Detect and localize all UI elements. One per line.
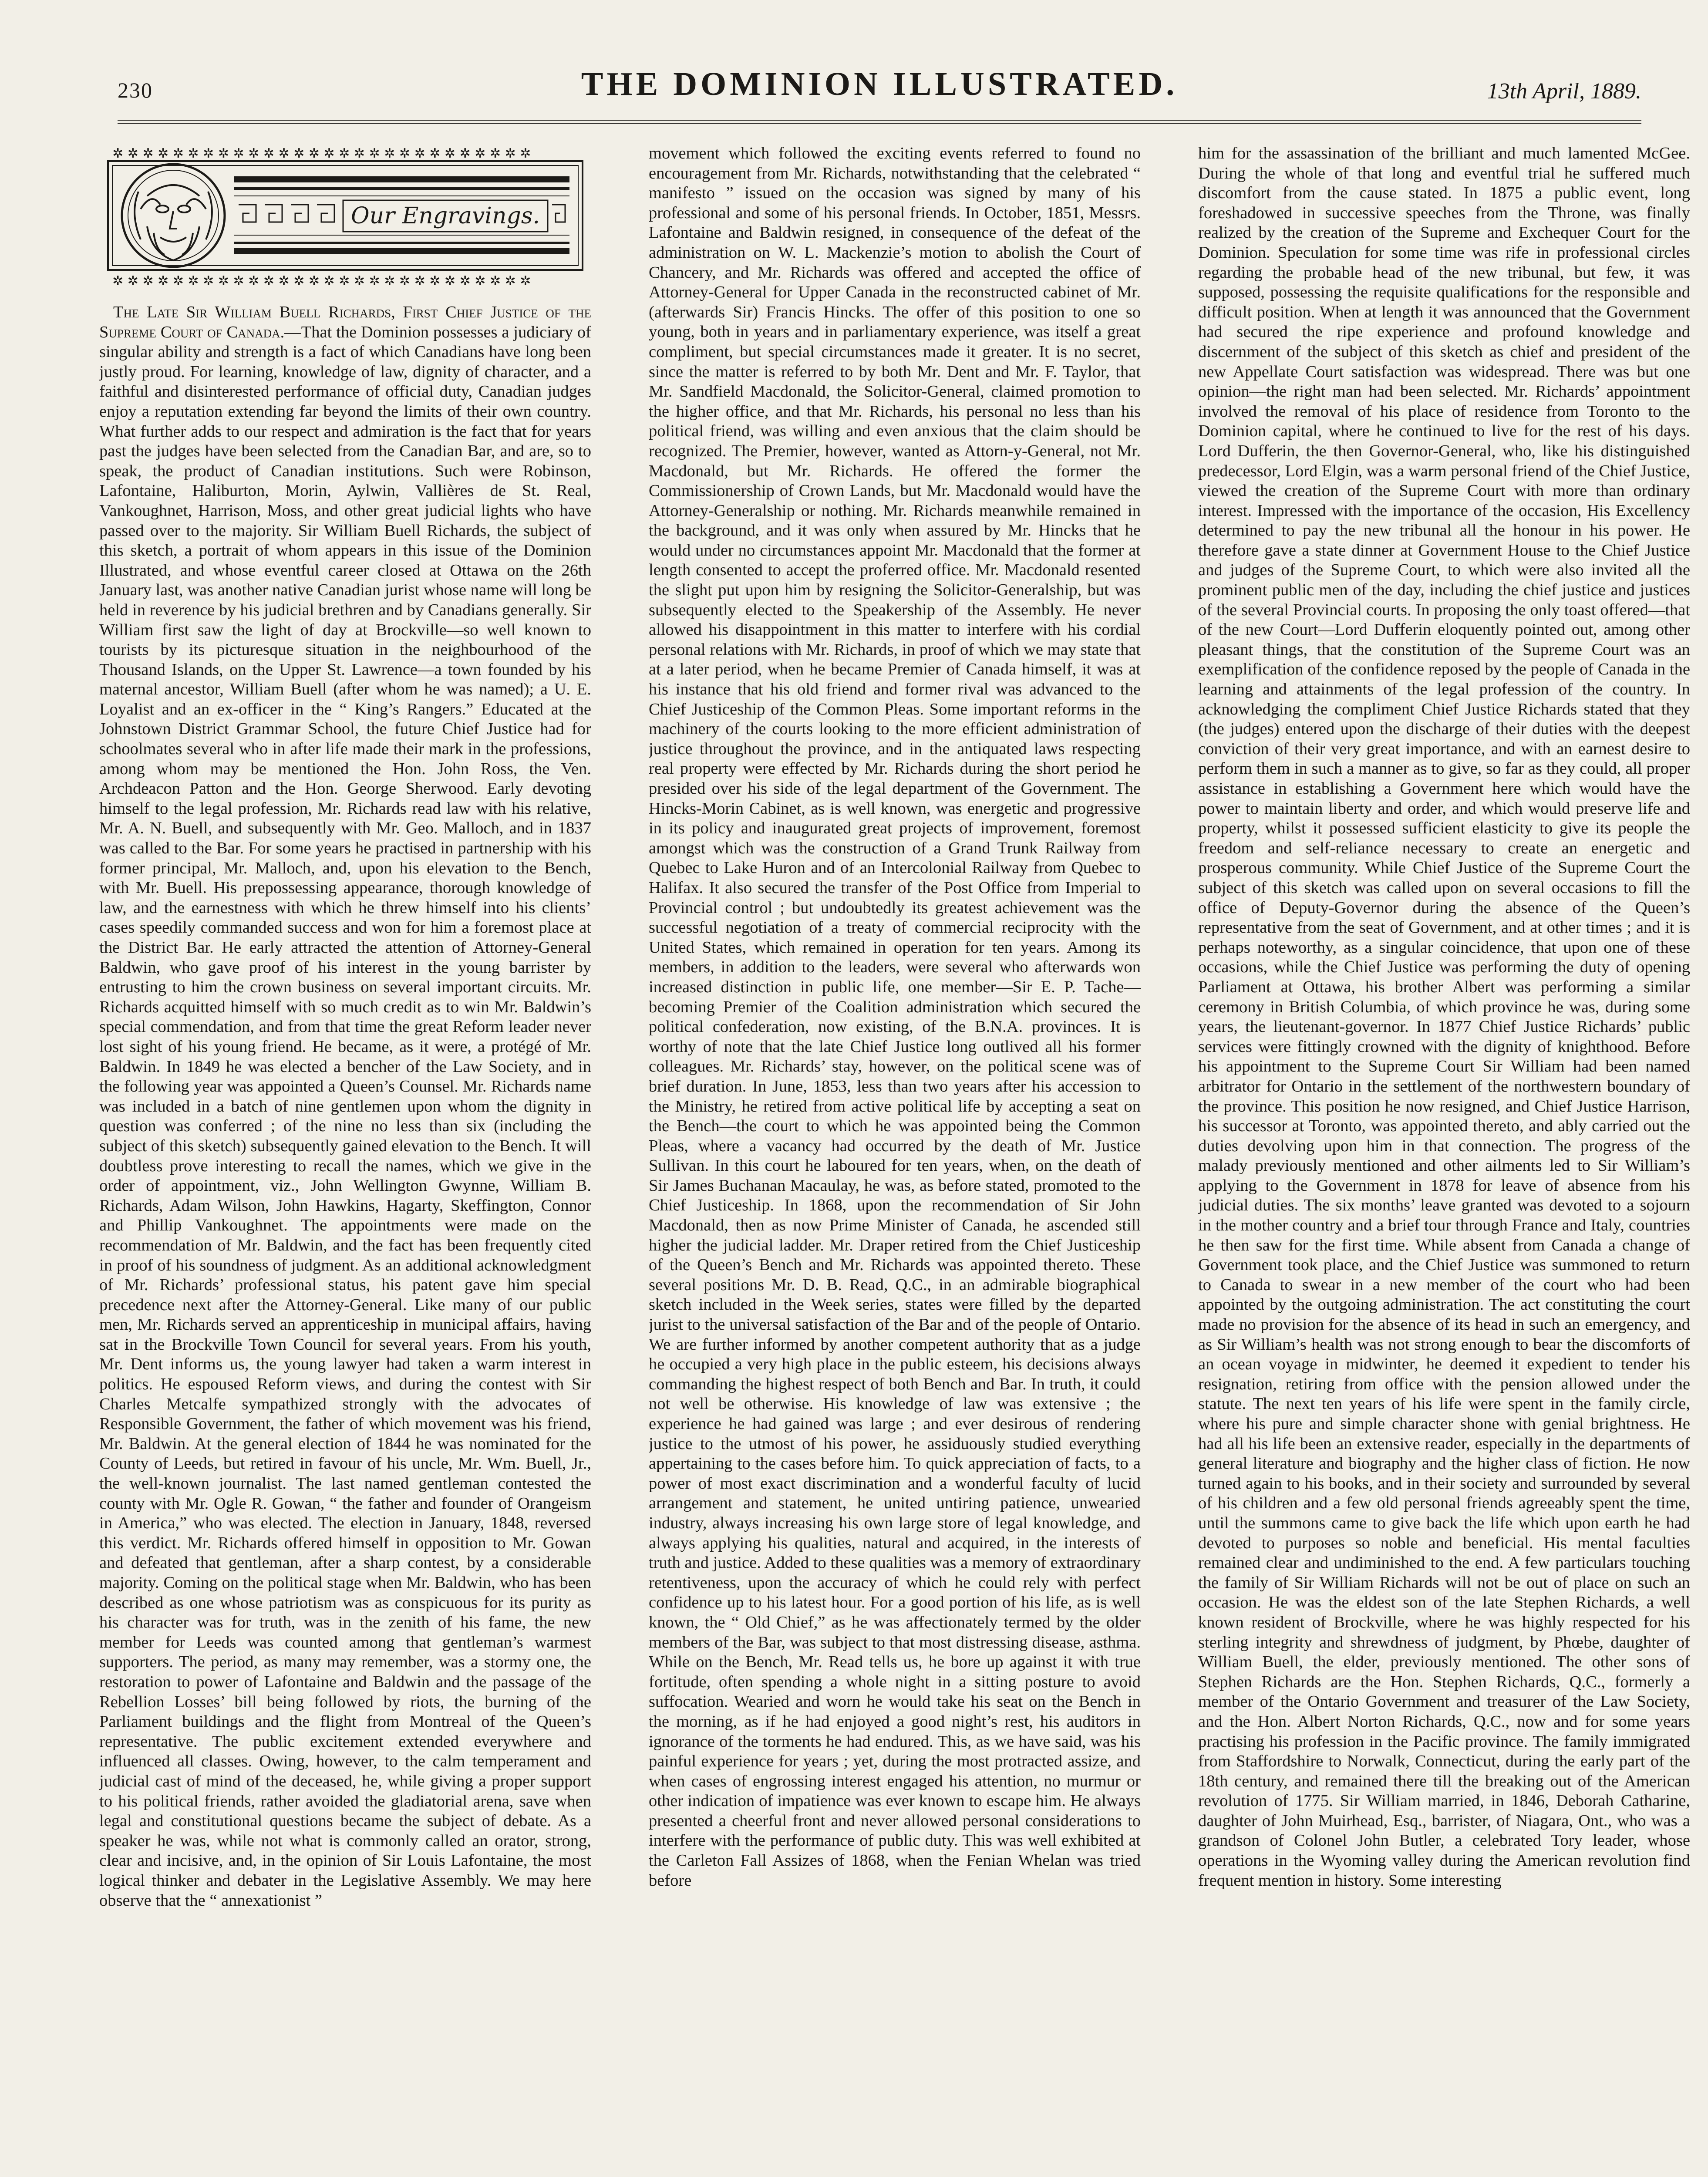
svg-text:✲ ✲ ✲ ✲ ✲ ✲ ✲ ✲ ✲ ✲ ✲ ✲ ✲ ✲ ✲: ✲ ✲ ✲ ✲ ✲ ✲ ✲ ✲ ✲ ✲ ✲ ✲ ✲ ✲ ✲ ✲ ✲ ✲ ✲ ✲ ✲ ✲ ✲ ✲ ✲ ✲ ✲ ✲	[112, 273, 531, 289]
masthead: THE DOMINION ILLUSTRATED.	[581, 66, 1178, 102]
svg-text:✲ ✲ ✲ ✲ ✲ ✲ ✲ ✲ ✲ ✲ ✲ ✲ ✲ ✲ ✲: ✲ ✲ ✲ ✲ ✲ ✲ ✲ ✲ ✲ ✲ ✲ ✲ ✲ ✲ ✲ ✲ ✲ ✲ ✲ ✲ ✲ ✲ ✲ ✲ ✲ ✲ ✲ ✲	[112, 146, 531, 161]
article-paragraph: movement which followed the exciting events referred to found no encouragement from Mr. Richards, notwithstanding that the celebrated “ manifesto ” issued on the occasion was signed by many of his professional and some of his personal friends. In October, 1851, Messrs. Lafontaine and Baldwin resigned, in consequence of the defeat of the administration on W. L. Mackenzie’s motion to abolish the Court of Chancery, and Mr. Richards was offered and accepted the office of Attorney-General for Upper Canada in the reconstructed cabinet of Mr. (afterwards Sir) Francis Hincks. The offer of this position to one so young, both in years and in parliamentary experience, was itself a great compliment, but special circumstances made it greater. It is no secret, since the matter is referred to by both Mr. Dent and Mr. F. Taylor, that Mr. Sandfield Macdonald, the Solicitor-General, claimed promotion to the higher office, and that Mr. Richards, his personal no less than his political friend, was willing and even anxious that the claim should be recognized. The Premier, however, wanted as Attorn-y-General, not Mr. Macdonald, but Mr. Richards. He offered the former the Commissionership of Crown Lands, but Mr. Macdonald would have the Attorney-Generalship or nothing. Mr. Richards meanwhile remained in the background, and it was only when assured by Mr. Hincks that he would under no circumstances appoint Mr. Macdonald that the former at length consented to accept the proferred office. Mr. Macdonald resented the slight put upon him by resigning the Solicitor-Generalship, but was subsequently elected to the Speakership of the Assembly. He never allowed his disappointment in this matter to interfere with his cordial personal relations with Mr. Richards, in proof of which we may state that at a later period, when he became Premier of Canada himself, it was at his instance that his old friend and former rival was advanced to the Chief Justiceship of the Common Pleas. Some important reforms in the machinery of the courts looking to the more efficient administration of justice throughout the province, and in the antiquated laws respecting real property were effected by Mr. Richards during the short period he presided over his side of the legal department of the Government. The Hincks-Morin Cabinet, as is well known, was energetic and progressive in its policy and inaugurated great projects of improvement, foremost amongst which was the construction of a Grand Trunk Railway from Quebec to Lake Huron and of an Intercolonial Railway from Quebec to Halifax. It also secured the transfer of the Post Office from Imperial to Provincial control ; but undoubtedly its greatest achievement was the successful negotiation of a treaty of commercial reciprocity with the United States, which remained in operation for ten years. Among its members, in addition to the leaders, were several who afterwards won increased distinction in public life, one member—Sir E. P. Tache—becoming Premier of the Coalition administration which secured the political confederation, now existing, of the B.N.A. provinces. It is worthy of note that the late Chief Justice long outlived all his former colleagues. Mr. Richards’ stay, however, on the political scene was of brief duration. In June, 1853, less than two years after his accession to the Ministry, he retired from active political life by accepting a seat on the Bench—the court to which he was appointed being the Common Pleas, where a vacancy had occurred by the death of Mr. Justice Sullivan. In this court he laboured for ten years, when, on the death of Sir James Buchanan Macaulay, he was, as before stated, promoted to the Chief Justiceship. In 1868, upon the recommendation of Sir John Macdonald, then as now Prime Minister of Canada, he ascended still higher the judicial ladder. Mr. Draper retired from the Chief Justiceship of the Queen’s Bench and Mr. Richards was appointed thereto. These several positions Mr. D. B. Read, Q.C., in an admirable biographical sketch included in the Week series, states were filled by the departed jurist to the universal satisfaction of the Bar and of the people of Ontario. We are further informed by another competent authority that as a judge he occupied a very high place in the public esteem, his decisions always commanding the highest respect of both Bench and Bar. In truth, it could not well be otherwise. His knowledge of law was extensive ; the experience he had gained was large ; and ever desirous of rendering justice to the utmost of his power, he assiduously studied everything appertaining to the cases before him. To quick appreciation of facts, to a power of most exact discrimination and a wonderful faculty of lucid arrangement and statement, he united untiring patience, unwearied industry, always increasing his own large store of legal knowledge, and always applying his qualities, natural and acquired, in the interests of truth and justice. Added to these qualities was a memory of extraordinary retentiveness, upon the accuracy of which he could rely with perfect confidence up to his latest hour. For a good portion of his life, as is well known, the “ Old Chief,” as he was affectionately termed by the older members of the Bar, was subject to that most distressing disease, asthma. While on the Bench, Mr. Read tells us, he bore up against it with true fortitude, often spending a whole night in a sitting posture to avoid suffocation. Wearied and worn he would take his seat on the Bench in the morning, as if he had enjoyed a good night’s rest, his auditors in ignorance of the torments he had endured. This, as we have said, was his painful experience for years ; yet, during the most protracted assize, and when cases of engrossing interest engaged his attention, no murmur or other indication of impatience was ever known to escape him. He always presented a cheerful front and never allowed personal considerations to interfere with the performance of public duty. This was well exhibited at the Carleton Fall Assizes of 1868, when the Fenian Whelan was tried before	[649, 144, 1141, 1890]
column-3	[1198, 144, 1690, 2177]
column-1	[99, 303, 591, 2177]
article-paragraph	[99, 303, 591, 1911]
page-number: 230	[118, 78, 153, 102]
section-title: Our Engravings.	[350, 203, 540, 229]
section-ornament	[99, 144, 591, 296]
header-rule	[118, 120, 1641, 124]
article-lead-title: The Late Sir William Buell Richards, First Chief Justice of the Supreme Court of Canada.—	[99, 303, 591, 341]
column-2	[649, 144, 1141, 2177]
issue-date: 13th April, 1889.	[1487, 79, 1641, 104]
running-head	[118, 65, 1641, 113]
article-paragraph: him for the assassination of the brilliant and much lamented McGee. During the whole of that long and eventful trial he suffered much discomfort from the cause stated. In 1875 a public event, long foreshadowed in successive speeches from the Throne, was finally realized by the creation of the Supreme and Exchequer Court for the Dominion. Speculation for some time was rife in professional circles regarding the probable head of the new tribunal, but few, it was supposed, possessing the requisite qualifications for the responsible and difficult position. When at length it was announced that the Government had secured the ripe experience and profound knowledge and discernment of the subject of this sketch as chief and president of the new Appellate Court satisfaction was widespread. There was but one opinion—the right man had been selected. Mr. Richards’ appointment involved the removal of his place of residence from Toronto to the Dominion capital, where he continued to live for the rest of his days. Lord Dufferin, the then Governor-General, who, like his distinguished predecessor, Lord Elgin, was a warm personal friend of the Chief Justice, viewed the creation of the Supreme Court with more than ordinary interest. Impressed with the importance of the occasion, His Excellency determined to pay the new tribunal all the honour in his power. He therefore gave a state dinner at Government House to the Chief Justice and judges of the Supreme Court, to which were also invited all the prominent public men of the day, including the chief justice and justices of the several Provincial courts. In proposing the only toast offered—that of the new Court—Lord Dufferin eloquently pointed out, among other pleasant things, that the constitution of the Supreme Court was an exemplification of the confidence reposed by the people of Canada in the learning and attainments of the legal profession of the country. In acknowledging the compliment Chief Justice Richards stated that they (the judges) entered upon the discharge of their duties with the deepest conviction of their very great importance, and with an earnest desire to perform them in such a manner as to give, so far as they could, all proper assistance in establishing a Government here which would have the power to maintain liberty and order, and which would preserve life and property, whilst it possessed sufficient elasticity to give its people the freedom and self-reliance necessary to create an energetic and prosperous community. While Chief Justice of the Supreme Court the subject of this sketch was called upon on several occasions to fill the office of Deputy-Governor during the absence of the Queen’s representative from the seat of Government, and at other times ; and it is perhaps noteworthy, as a singular coincidence, that upon one of these occasions, while the Chief Justice was performing the duty of opening Parliament at Ottawa, his brother Albert was performing a similar ceremony in British Columbia, of which province he was, during some years, the lieutenant-governor. In 1877 Chief Justice Richards’ public services were fittingly crowned with the dignity of knighthood. Before his appointment to the Supreme Court Sir William had been named arbitrator for Ontario in the settlement of the northwestern boundary of the province. This position he now resigned, and Chief Justice Harrison, his successor at Toronto, was appointed thereto, and ably carried out the duties devolving upon him in that connection. The progress of the malady previously mentioned and other ailments led to Sir William’s applying to the Government in 1878 for leave of absence from his judicial duties. The six months’ leave granted was devoted to a sojourn in the mother country and a brief tour through France and Italy, countries he then saw for the first time. While absent from Canada a change of Government took place, and the Chief Justice was summoned to return to Canada to swear in a new member of the court who had been appointed by the outgoing administration. The act constituting the court made no provision for the absence of its head in such an emergency, and as Sir William’s health was not strong enough to bear the discomforts of an ocean voyage in midwinter, he deemed it expedient to tender his resignation, retiring from office with the pension allowed under the statute. The next ten years of his life were spent in the family circle, where his pure and simple character shone with genial brightness. He had all his life been an extensive reader, especially in the departments of general literature and biography and the higher class of fiction. He now turned again to his books, and in their society and surrounded by several of his children and a few old personal friends agreeably spent the time, until the summons came to give back the life which upon earth he had devoted to purposes so noble and beneficial. His mental faculties remained clear and undiminished to the end. A few particulars touching the family of Sir William Richards will not be out of place on such an occasion. He was the eldest son of the late Stephen Richards, a well known resident of Brockville, where he was highly respected for his sterling integrity and shrewdness of judgment, by Phœbe, daughter of William Buell, the elder, previously mentioned. The other sons of Stephen Richards are the Hon. Stephen Richards, Q.C., formerly a member of the Ontario Government and treasurer of the Law Society, and the Hon. Albert Norton Richards, Q.C., now and for some years practising his profession in the Pacific province. The family immigrated from Staffordshire to Norwalk, Connecticut, during the early part of the 18th century, and remained there till the breaking out of the American revolution of 1775. Sir William married, in 1846, Deborah Catharine, daughter of John Muirhead, Esq., barrister, of Niagara, Ont., who was a grandson of Colonel John Butler, a celebrated Tory leader, whose operations in the Wyoming valley during the American revolution find frequent mention in history. Some interesting	[1198, 144, 1690, 1890]
article-text: That the Dominion possesses a judiciary of singular ability and strength is a fact of which Canadians have long been justly proud. For learning, knowledge of law, dignity of character, and a faithful and disinterested performance of official duty, Canadian judges enjoy a reputation extending far beyond the limits of their own country. What further adds to our respect and admiration is the fact that for years past the judges have been selected from the Canadian Bar, and are, so to speak, the product of Canadian institutions. Such were Robinson, Lafontaine, Haliburton, Morin, Aylwin, Vallières de St. Real, Vankoughnet, Harrison, Moss, and other great judicial lights who have passed over to the majority. Sir William Buell Richards, the subject of this sketch, a portrait of whom appears in this issue of the Dominion Illustrated, and whose eventful career closed at Ottawa on the 26th January last, was another native Canadian jurist whose name will long be held in reverence by his judicial brethren and by Canadians generally. Sir William first saw the light of day at Brockville—so well known to tourists by its picturesque situation in the neighbourhood of the Thousand Islands, on the Upper St. Lawrence—a town founded by his maternal ancestor, William Buell (after whom he was named); a U. E. Loyalist and an ex-officer in the “ King’s Rangers.” Educated at the Johnstown District Grammar School, the future Chief Justice had for schoolmates several who in after life made their mark in the professions, among whom may be mentioned the Hon. John Ross, the Ven. Archdeacon Patton and the Hon. George Sherwood. Early devoting himself to the legal profession, Mr. Richards read law with his relative, Mr. A. N. Buell, and subsequently with Mr. Geo. Malloch, and in 1837 was called to the Bar. For some years he practised in partnership with his former principal, Mr. Malloch, and, upon his elevation to the Bench, with Mr. Buell. His prepossessing appearance, thorough knowledge of law, and the earnestness with which he threw himself into his clients’ cases speedily commanded success and won for him a foremost place at the District Bar. He early attracted the attention of Attorney-General Baldwin, who gave proof of his interest in the young barrister by entrusting to him the crown business on several important circuits. Mr. Richards acquitted himself with so much credit as to win Mr. Baldwin’s special commendation, and from that time the great Reform leader never lost sight of his young friend. He became, as it were, a protégé of Mr. Baldwin. In 1849 he was elected a bencher of the Law Society, and in the following year was appointed a Queen’s Counsel. Mr. Richards name was included in a batch of nine gentlemen upon whom the dignity in question was conferred ; of the nine no less than six (including the subject of this sketch) subsequently gained elevation to the Bench. It will doubtless prove interesting to recall the names, which we give in the order of appointment, viz., John Wellington Gwynne, William B. Richards, Adam Wilson, John Hawkins, Hagarty, Skeffington, Connor and Phillip Vankoughnet. The appointments were made on the recommendation of Mr. Baldwin, and the fact has been frequently cited in proof of his soundness of judgment. As an additional acknowledgment of Mr. Richards’ professional status, his patent gave him special precedence next after the Attorney-General. Like many of our public men, Mr. Richards served an apprenticeship in municipal affairs, having sat in the Brockville Town Council for several years. From his youth, Mr. Dent informs us, the young lawyer had taken a warm interest in politics. He espoused Reform views, and during the contest with Sir Charles Metcalfe sympathized strongly with the advocates of Responsible Government, the father of which movement was his friend, Mr. Baldwin. At the general election of 1844 he was nominated for the County of Leeds, but retired in favour of his uncle, Mr. Wm. Buell, Jr., the well-known journalist. The last named gentleman contested the county with Mr. Ogle R. Gowan, “ the father and founder of Orangeism in America,” who was elected. The election in January, 1848, reversed this verdict. Mr. Richards offered himself in opposition to Mr. Gowan and defeated that gentleman, after a sharp contest, by a considerable majority. Coming on the political stage when Mr. Baldwin, who has been described as one whose patriotism was as conspicuous for its purity as his character was for truth, was in the zenith of his fame, the new member for Leeds was counted among that gentleman’s warmest supporters. The period, as many may remember, was a stormy one, the restoration to power of Lafontaine and Baldwin and the passage of the Rebellion Losses’ bill being followed by riots, the burning of the Parliament buildings and the flight from Montreal of the Queen’s representative. The public excitement extended everywhere and influenced all classes. Owing, however, to the calm temperament and judicial cast of mind of the deceased, he, while giving a proper support to his political friends, rather avoided the gladiatorial arena, save when legal and constitutional questions became the subject of debate. As a speaker he was, while not what is commonly called an orator, strong, clear and incisive, and, in the opinion of Sir Louis Lafontaine, the most logical thinker and debater in the Legislative Assembly. We may here observe that the “ annexationist ”	[99, 323, 591, 1910]
